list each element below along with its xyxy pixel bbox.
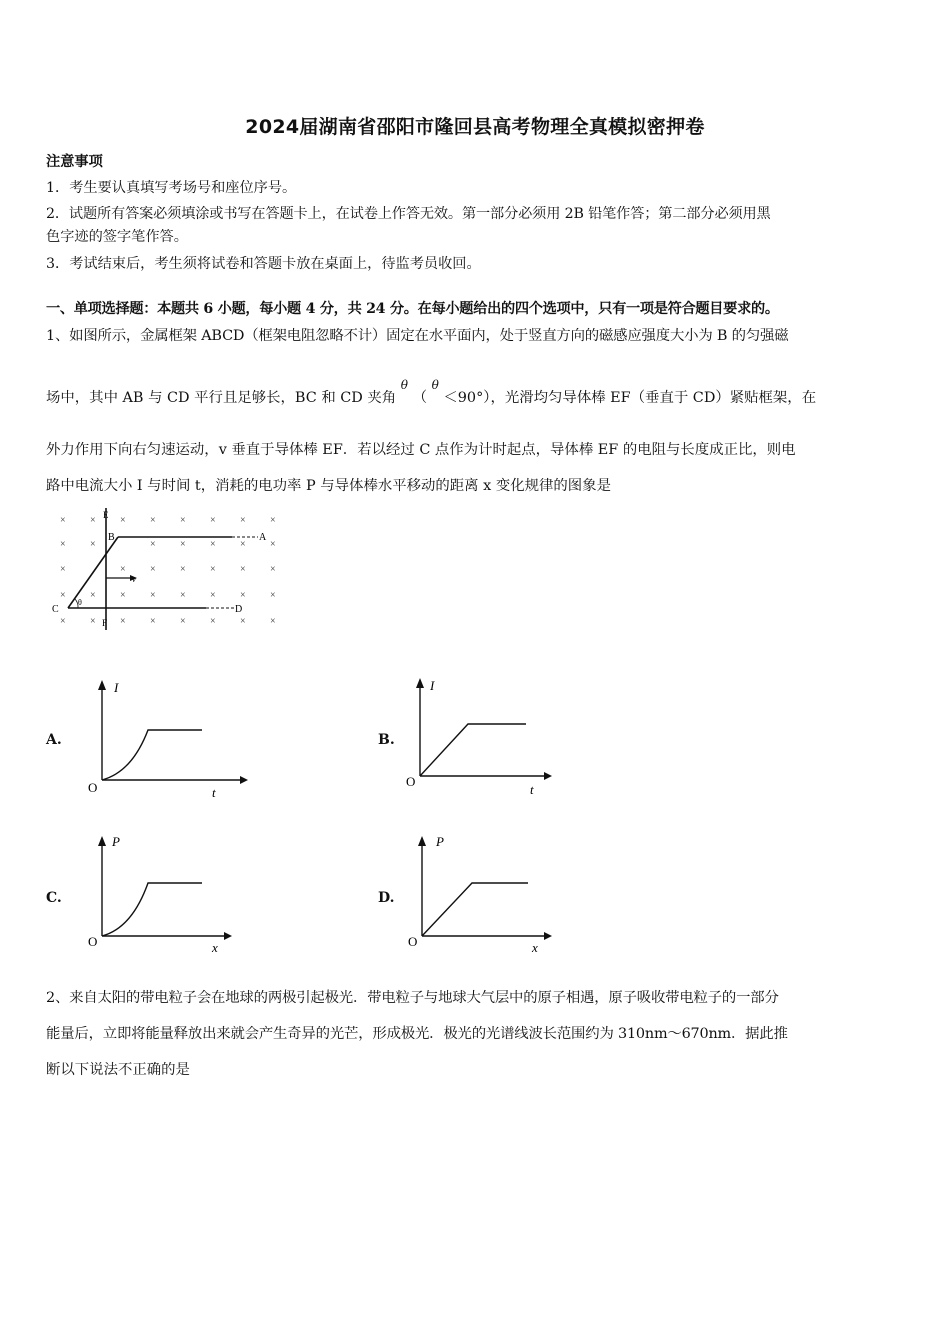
x-axis-arrow-icon xyxy=(224,932,232,940)
origin-label: O xyxy=(88,934,98,949)
field-cross: × xyxy=(210,590,216,601)
field-cross: × xyxy=(240,590,246,601)
field-cross: × xyxy=(180,515,186,526)
field-cross: × xyxy=(210,564,216,575)
field-cross: × xyxy=(270,564,276,575)
field-cross: × xyxy=(60,515,66,526)
field-cross: × xyxy=(120,564,126,575)
q1-line2-a: 场中，其中 AB 与 CD 平行且足够长，BC 和 CD 夹角 xyxy=(46,390,397,406)
label-f: F xyxy=(102,618,108,628)
field-cross: × xyxy=(240,564,246,575)
field-cross: × xyxy=(180,590,186,601)
field-cross: × xyxy=(120,616,126,627)
label-a: A xyxy=(259,532,267,543)
field-cross: × xyxy=(270,539,276,550)
option-a-graph[interactable] xyxy=(80,676,250,808)
origin-label: O xyxy=(88,780,98,795)
notice-item-3: 3．考试结束后，考生须将试卷和答题卡放在桌面上，待监考员收回。 xyxy=(46,256,481,272)
label-v: v xyxy=(132,574,136,584)
notice-item-2: 2．试题所有答案必须填涂或书写在答题卡上，在试卷上作答无效。第一部分必须用 2B 铅笔作答；第二部分必须用黑 xyxy=(46,206,771,222)
origin-label: O xyxy=(406,774,416,789)
notice-heading: 注意事项 xyxy=(46,154,103,170)
option-a-label[interactable]: A. xyxy=(46,732,62,748)
x-axis-label: t xyxy=(212,785,216,800)
field-cross: × xyxy=(210,539,216,550)
q1-line4: 路中电流大小 I 与时间 t，消耗的电功率 P 与导体棒水平移动的距离 x 变化规律的图象是 xyxy=(46,478,611,494)
q1-line2 xyxy=(46,378,906,408)
field-cross: × xyxy=(180,616,186,627)
q1-line3: 外力作用下向右匀速运动，v 垂直于导体棒 EF．若以经过 C 点作为计时起点，导体棒 EF 的电阻与长度成正比，则电 xyxy=(46,442,796,458)
field-cross: × xyxy=(120,515,126,526)
field-cross: × xyxy=(60,616,66,627)
q2-line3: 断以下说法不正确的是 xyxy=(46,1062,190,1078)
field-cross: × xyxy=(150,515,156,526)
field-cross: × xyxy=(150,616,156,627)
field-cross: × xyxy=(210,616,216,627)
option-b-label[interactable]: B. xyxy=(378,732,395,748)
q1-line1: 1、如图所示，金属框架 ABCD（框架电阻忽略不计）固定在水平面内，处于竖直方向的磁感应强度大小为 B 的匀强磁 xyxy=(46,328,789,344)
field-cross: × xyxy=(180,564,186,575)
q1-line2-b: （ xyxy=(412,390,427,406)
field-cross: × xyxy=(270,515,276,526)
field-cross: × xyxy=(60,590,66,601)
label-c: C xyxy=(52,604,59,615)
x-axis-arrow-icon xyxy=(544,932,552,940)
field-cross: × xyxy=(240,539,246,550)
option-c-graph[interactable] xyxy=(80,830,240,956)
y-axis-label: P xyxy=(436,834,444,849)
theta-symbol: θ xyxy=(400,378,409,392)
field-cross: × xyxy=(150,564,156,575)
field-cross: × xyxy=(120,590,126,601)
field-cross: × xyxy=(270,590,276,601)
y-axis-arrow-icon xyxy=(98,680,106,690)
label-e: E xyxy=(103,510,109,520)
field-cross: × xyxy=(150,539,156,550)
x-axis-arrow-icon xyxy=(240,776,248,784)
notice-item-1: 1．考生要认真填写考场号和座位序号。 xyxy=(46,180,297,196)
curve-line xyxy=(102,883,202,936)
q2-line1: 2、来自太阳的带电粒子会在地球的两极引起极光．带电粒子与地球大气层中的原子相遇，原子吸收带电粒子的一部分 xyxy=(46,990,779,1006)
field-cross: × xyxy=(240,616,246,627)
y-axis-label: I xyxy=(430,678,435,693)
field-cross: × xyxy=(90,616,96,627)
option-c-label[interactable]: C. xyxy=(46,890,62,906)
x-axis-arrow-icon xyxy=(544,772,552,780)
page-title: 2024届湖南省邵阳市隆回县高考物理全真模拟密押卷 xyxy=(245,116,705,138)
y-axis-arrow-icon xyxy=(98,836,106,846)
field-cross: × xyxy=(240,515,246,526)
field-cross: × xyxy=(60,539,66,550)
y-axis-label: P xyxy=(112,834,120,849)
curve-line xyxy=(102,730,202,780)
label-theta: θ xyxy=(78,598,82,607)
option-d-label[interactable]: D. xyxy=(378,890,395,906)
field-cross: × xyxy=(210,515,216,526)
option-d-graph[interactable] xyxy=(400,830,560,956)
origin-label: O xyxy=(408,934,418,949)
y-axis-label: I xyxy=(114,680,119,695)
magnetic-field-crosses xyxy=(60,515,276,627)
field-cross: × xyxy=(90,515,96,526)
x-axis-label: t xyxy=(530,782,534,797)
circuit-figure xyxy=(46,506,286,632)
notice-item-2-cont: 色字迹的签字笔作答。 xyxy=(46,229,188,245)
field-cross: × xyxy=(150,590,156,601)
field-cross: × xyxy=(270,616,276,627)
x-axis-label: x xyxy=(212,940,218,955)
q2-line2: 能量后，立即将能量释放出来就会产生奇异的光芒，形成极光．极光的光谱线波长范围约为 310nm～670nm．据此推 xyxy=(46,1026,788,1042)
linear-line xyxy=(422,883,528,936)
x-axis-label: x xyxy=(532,940,538,955)
field-cross: × xyxy=(90,590,96,601)
label-b: B xyxy=(108,532,115,543)
q1-line2-c: ＜90°），光滑均匀导体棒 EF（垂直于 CD）紧贴框架，在 xyxy=(443,390,817,406)
y-axis-arrow-icon xyxy=(416,678,424,688)
linear-line xyxy=(420,724,526,776)
field-cross: × xyxy=(180,539,186,550)
section-heading: 一、单项选择题：本题共 6 小题，每小题 4 分，共 24 分。在每小题给出的四个选项中，只有一项是符合题目要求的。 xyxy=(46,301,779,317)
field-cross: × xyxy=(90,539,96,550)
label-d: D xyxy=(235,604,243,615)
theta-symbol-2: θ xyxy=(431,378,439,392)
option-b-graph[interactable] xyxy=(400,674,560,804)
field-cross: × xyxy=(60,564,66,575)
y-axis-arrow-icon xyxy=(418,836,426,846)
